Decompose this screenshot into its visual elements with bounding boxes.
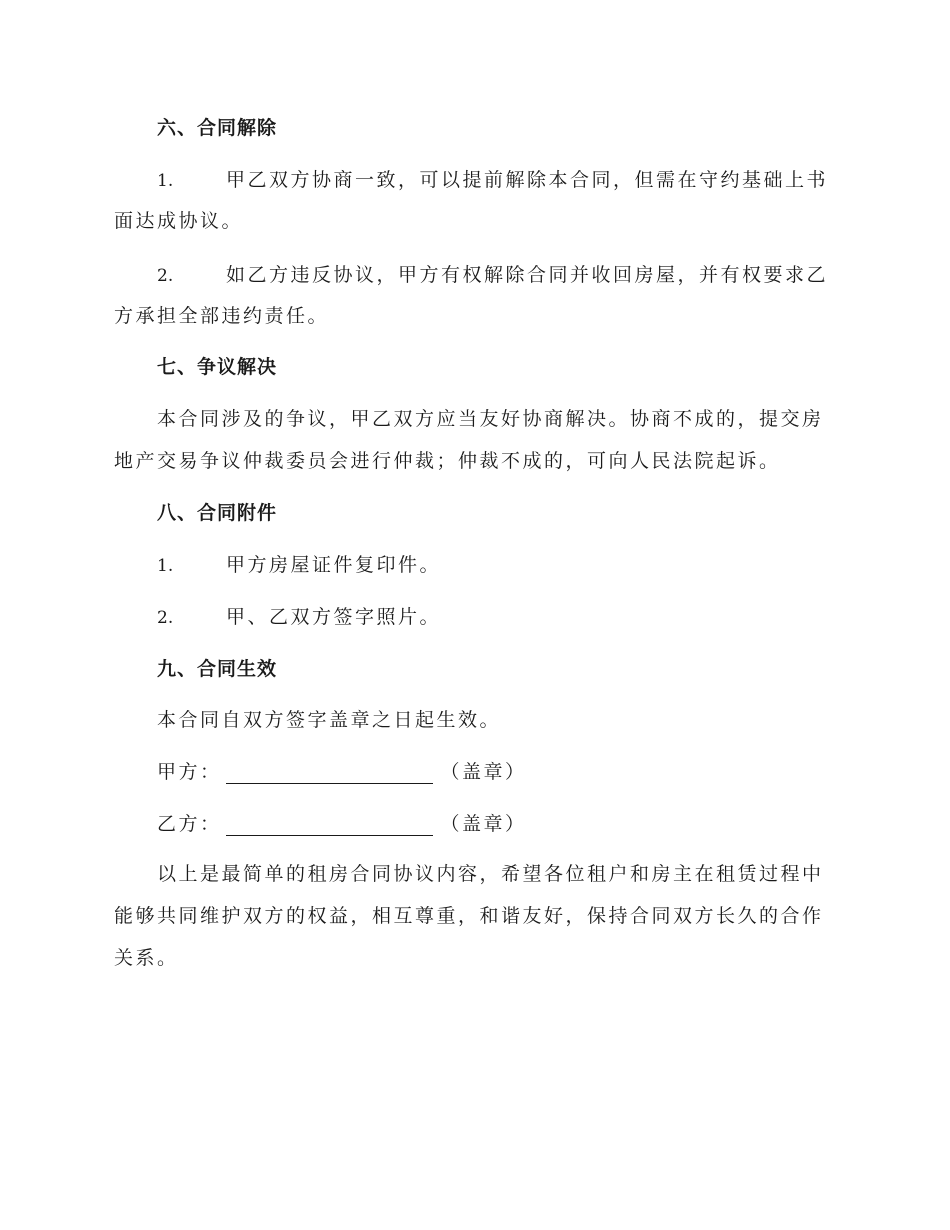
party-b-label: 乙方： <box>157 813 222 835</box>
s7-paragraph-line2: 地产交易争议仲裁委员会进行仲裁；仲裁不成的，可向人民法院起诉。 <box>114 450 781 472</box>
s9-paragraph: 本合同自双方签字盖章之日起生效。 <box>157 709 502 731</box>
party-a-signature-row <box>157 760 527 784</box>
s8-item2-number: 2. <box>157 608 174 628</box>
s6-item2-text-line2: 方承担全部违约责任。 <box>114 305 330 327</box>
closing-line1: 以上是最简单的租房合同协议内容，希望各位租户和房主在租赁过程中 <box>157 863 824 885</box>
closing-line2: 能够共同维护双方的权益，相互尊重，和谐友好，保持合同双方长久的合作 <box>114 905 824 927</box>
party-a-label: 甲方： <box>157 761 222 783</box>
party-b-signature-row <box>157 812 527 836</box>
party-a-signature-blank <box>226 765 433 784</box>
section-8-heading: 八、合同附件 <box>157 502 278 524</box>
s8-item1-text: 甲方房屋证件复印件。 <box>226 554 442 576</box>
s6-item1-text-line2: 面达成协议。 <box>114 210 244 232</box>
party-b-signature-blank <box>226 817 433 836</box>
closing-line3: 关系。 <box>114 947 179 969</box>
section-7-heading: 七、争议解决 <box>157 356 278 378</box>
party-b-seal-note: （盖章） <box>440 813 527 835</box>
s6-item1-text-line1: 甲乙双方协商一致，可以提前解除本合同，但需在守约基础上书 <box>226 169 829 191</box>
s8-item2-text: 甲、乙双方签字照片。 <box>226 606 442 628</box>
section-9-heading: 九、合同生效 <box>157 658 278 680</box>
party-a-seal-note: （盖章） <box>440 761 527 783</box>
section-6-heading: 六、合同解除 <box>157 117 278 139</box>
s6-item2-number: 2. <box>157 266 174 286</box>
s8-item1-number: 1. <box>157 556 174 576</box>
s7-paragraph-line1: 本合同涉及的争议，甲乙双方应当友好协商解决。协商不成的，提交房 <box>157 408 824 430</box>
s6-item1-number: 1. <box>157 171 174 191</box>
s6-item2-text-line1: 如乙方违反协议，甲方有权解除合同并收回房屋，并有权要求乙 <box>226 264 829 286</box>
